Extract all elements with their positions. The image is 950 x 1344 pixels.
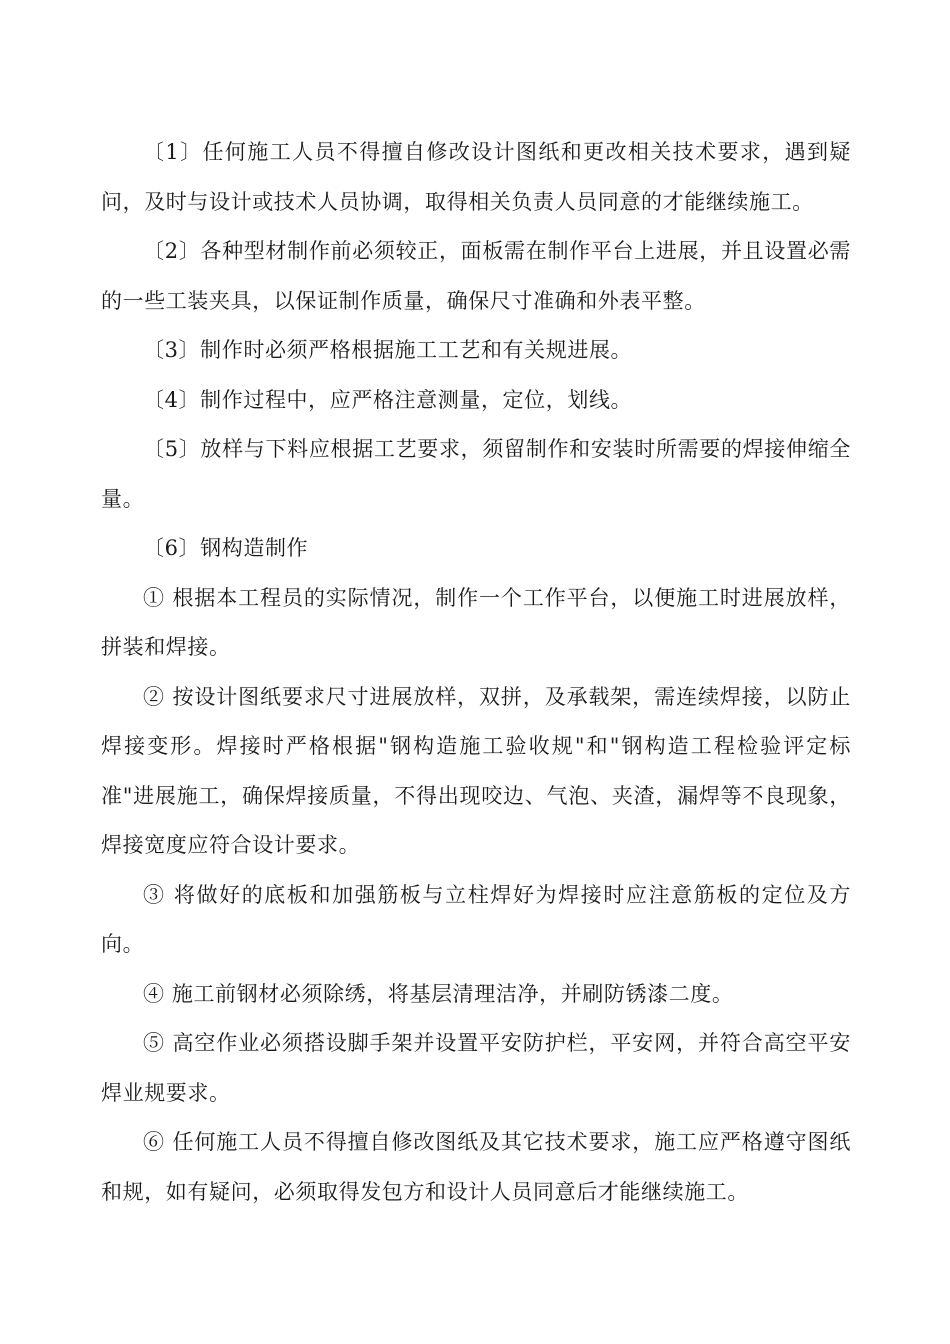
paragraph-6-heading: 〔6〕钢构造制作 bbox=[143, 536, 309, 560]
list-item-5: ⑤ 高空作业必须搭设脚手架并设置平安防护栏，平安网，并符合高空平安焊业规要求。 bbox=[101, 1031, 851, 1105]
list-item-6: ⑥ 任何施工人员不得擅自修改图纸及其它技术要求，施工应严格遵守图纸和规，如有疑问，必须取得发包方和设计人员同意后才能继续施工。 bbox=[101, 1130, 851, 1204]
document-body bbox=[101, 128, 851, 1217]
list-item-4: ④ 施工前钢材必须除绣，将基层清理洁净，并刷防锈漆二度。 bbox=[143, 981, 734, 1006]
paragraph-4: 〔4〕制作过程中，应严格注意测量，定位，划线。 bbox=[143, 387, 633, 412]
list-item-3: ③ 将做好的底板和加强筋板与立柱焊好为焊接时应注意筋板的定位及方向。 bbox=[101, 882, 851, 956]
paragraph-1: 〔1〕任何施工人员不得擅自修改设计图纸和更改相关技术要求，遇到疑问，及时与设计或技术人员协调，取得相关负责人员同意的才能继续施工。 bbox=[101, 140, 851, 214]
paragraph-3: 〔3〕制作时必须严格根据施工工艺和有关规进展。 bbox=[143, 338, 633, 362]
paragraph-2: 〔2〕各种型材制作前必须较正，面板需在制作平台上进展，并且设置必需的一些工装夹具，以保证制作质量，确保尺寸准确和外表平整。 bbox=[101, 239, 851, 313]
list-item-1: ① 根据本工程员的实际情况，制作一个工作平台，以便施工时进展放样，拼装和焊接。 bbox=[101, 585, 851, 659]
paragraph-5: 〔5〕放样与下料应根据工艺要求，须留制作和安装时所需要的焊接伸缩全量。 bbox=[101, 437, 851, 511]
list-item-2: ② 按设计图纸要求尺寸进展放样，双拼，及承载架，需连续焊接，以防止焊接变形。焊接时严格根据"钢构造施工验收规"和"钢构造工程检验评定标准"进展施工，确保焊接质量，不得出现咬边、气泡、夹渣，漏焊等不良现象，焊接宽度应符合设计要求。 bbox=[101, 684, 851, 857]
